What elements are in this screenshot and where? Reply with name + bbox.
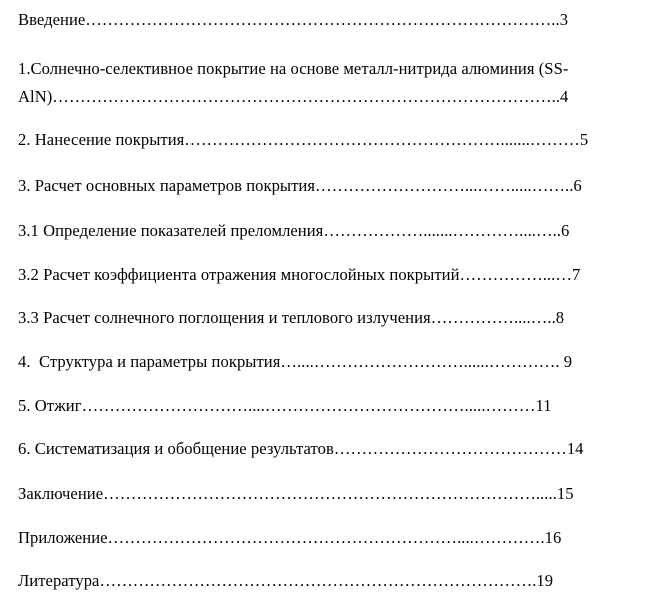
toc-entry-6: 6. Систематизация и обобщение результатов……………………………………14 — [18, 439, 584, 458]
toc-entry-3-1: 3.1 Определение показателей преломления……………….......…………....…..6 — [18, 221, 570, 240]
toc-entry-1-line-1: 1.Солнечно-селективное покрытие на основе металл-нитрида алюминия (SS- — [18, 59, 569, 78]
toc-entry-appendix: Приложение………………………………………………………....………….16 — [18, 528, 562, 547]
toc-entry-3-3: 3.3 Расчет солнечного поглощения и теплового излучения……………....…..8 — [18, 308, 565, 327]
toc-entry-3: 3. Расчет основных параметров покрытия………………………...…….....……..6 — [18, 176, 582, 195]
toc-entry-1-line-2: AlN)………………………………………………………………………………..4 — [18, 87, 569, 106]
toc-entry-2: 2. Нанесение покрытия………………………………………………….......………5 — [18, 130, 589, 149]
toc-entry-conclusion: Заключение…………………………………………………………………….....15 — [18, 484, 574, 503]
toc-entry-references: Литература…………………………………………………………………….19 — [18, 571, 554, 590]
toc-entry-introduction: Введение…………………………………………………………………………..3 — [18, 10, 569, 29]
toc-entry-5: 5. Отжиг…………………………....……………………………….....………11 — [18, 396, 552, 415]
toc-entry-3-2: 3.2 Расчет коэффициента отражения многослойных покрытий……………...…7 — [18, 265, 581, 284]
toc-entry-4: 4. Структура и параметры покрытия…....………………………......…………. 9 — [18, 352, 573, 371]
